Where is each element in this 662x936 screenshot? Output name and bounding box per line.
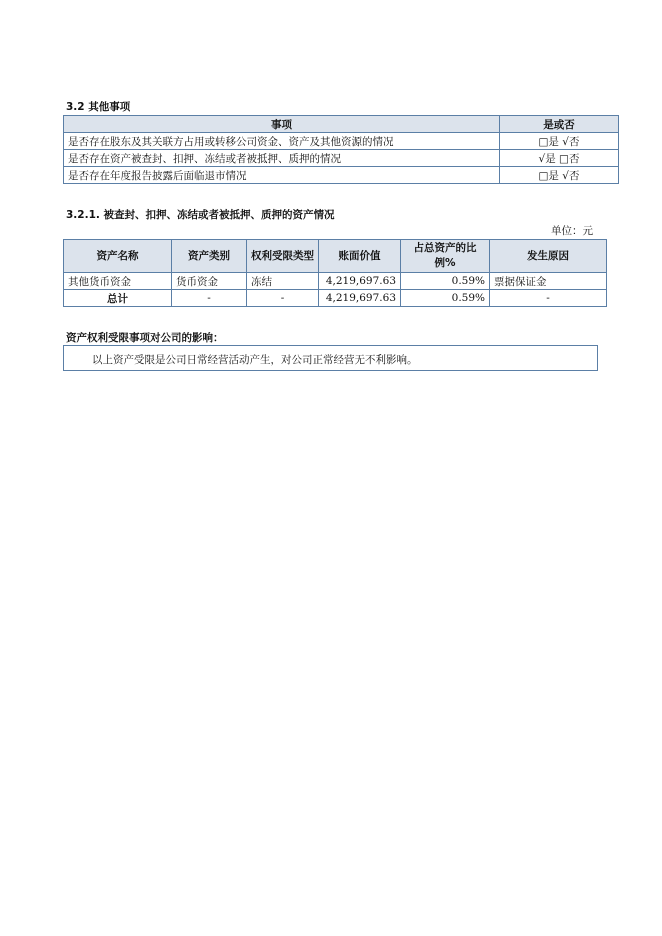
other-items-table — [63, 115, 619, 184]
impact-box — [63, 345, 598, 371]
cell-total-category: - — [172, 290, 247, 307]
row-answer: □是 √否 — [500, 133, 619, 150]
header-book-value: 账面价值 — [319, 240, 401, 273]
header-asset-name: 资产名称 — [64, 240, 172, 273]
table-row — [64, 150, 619, 167]
header-restriction-type: 权利受限类型 — [247, 240, 319, 273]
cell-ratio: 0.59% — [401, 273, 490, 290]
header-answer: 是或否 — [500, 116, 619, 133]
cell-total-ratio: 0.59% — [401, 290, 490, 307]
cell-total-label: 总计 — [64, 290, 172, 307]
table-total-row — [64, 290, 607, 307]
cell-total-type: - — [247, 290, 319, 307]
cell-total-reason: - — [490, 290, 607, 307]
row-answer: √是 □否 — [500, 150, 619, 167]
table-header-row — [64, 240, 607, 273]
header-reason: 发生原因 — [490, 240, 607, 273]
cell-book-value: 4,219,697.63 — [319, 273, 401, 290]
table-row — [64, 273, 607, 290]
section-title: 3.2 其他事项 — [66, 101, 131, 113]
table-row — [64, 167, 619, 184]
cell-total-value: 4,219,697.63 — [319, 290, 401, 307]
cell-restriction-type: 冻结 — [247, 273, 319, 290]
restricted-assets-table — [63, 239, 607, 307]
impact-title: 资产权利受限事项对公司的影响： — [66, 332, 224, 344]
table-header-row — [64, 116, 619, 133]
row-item: 是否存在股东及其关联方占用或转移公司资金、资产及其他资源的情况 — [64, 133, 500, 150]
subsection-title: 3.2.1. 被查封、扣押、冻结或者被抵押、质押的资产情况 — [66, 209, 335, 221]
row-item: 是否存在资产被查封、扣押、冻结或者被抵押、质押的情况 — [64, 150, 500, 167]
header-item: 事项 — [64, 116, 500, 133]
header-ratio: 占总资产的比例% — [401, 240, 490, 273]
table-row — [64, 133, 619, 150]
row-answer: □是 √否 — [500, 167, 619, 184]
unit-label: 单位：元 — [551, 225, 593, 237]
cell-reason: 票据保证金 — [490, 273, 607, 290]
impact-text: 以上资产受限是公司日常经营活动产生，对公司正常经营无不利影响。 — [92, 354, 418, 366]
cell-asset-name: 其他货币资金 — [64, 273, 172, 290]
header-asset-category: 资产类别 — [172, 240, 247, 273]
row-item: 是否存在年度报告披露后面临退市情况 — [64, 167, 500, 184]
cell-asset-category: 货币资金 — [172, 273, 247, 290]
